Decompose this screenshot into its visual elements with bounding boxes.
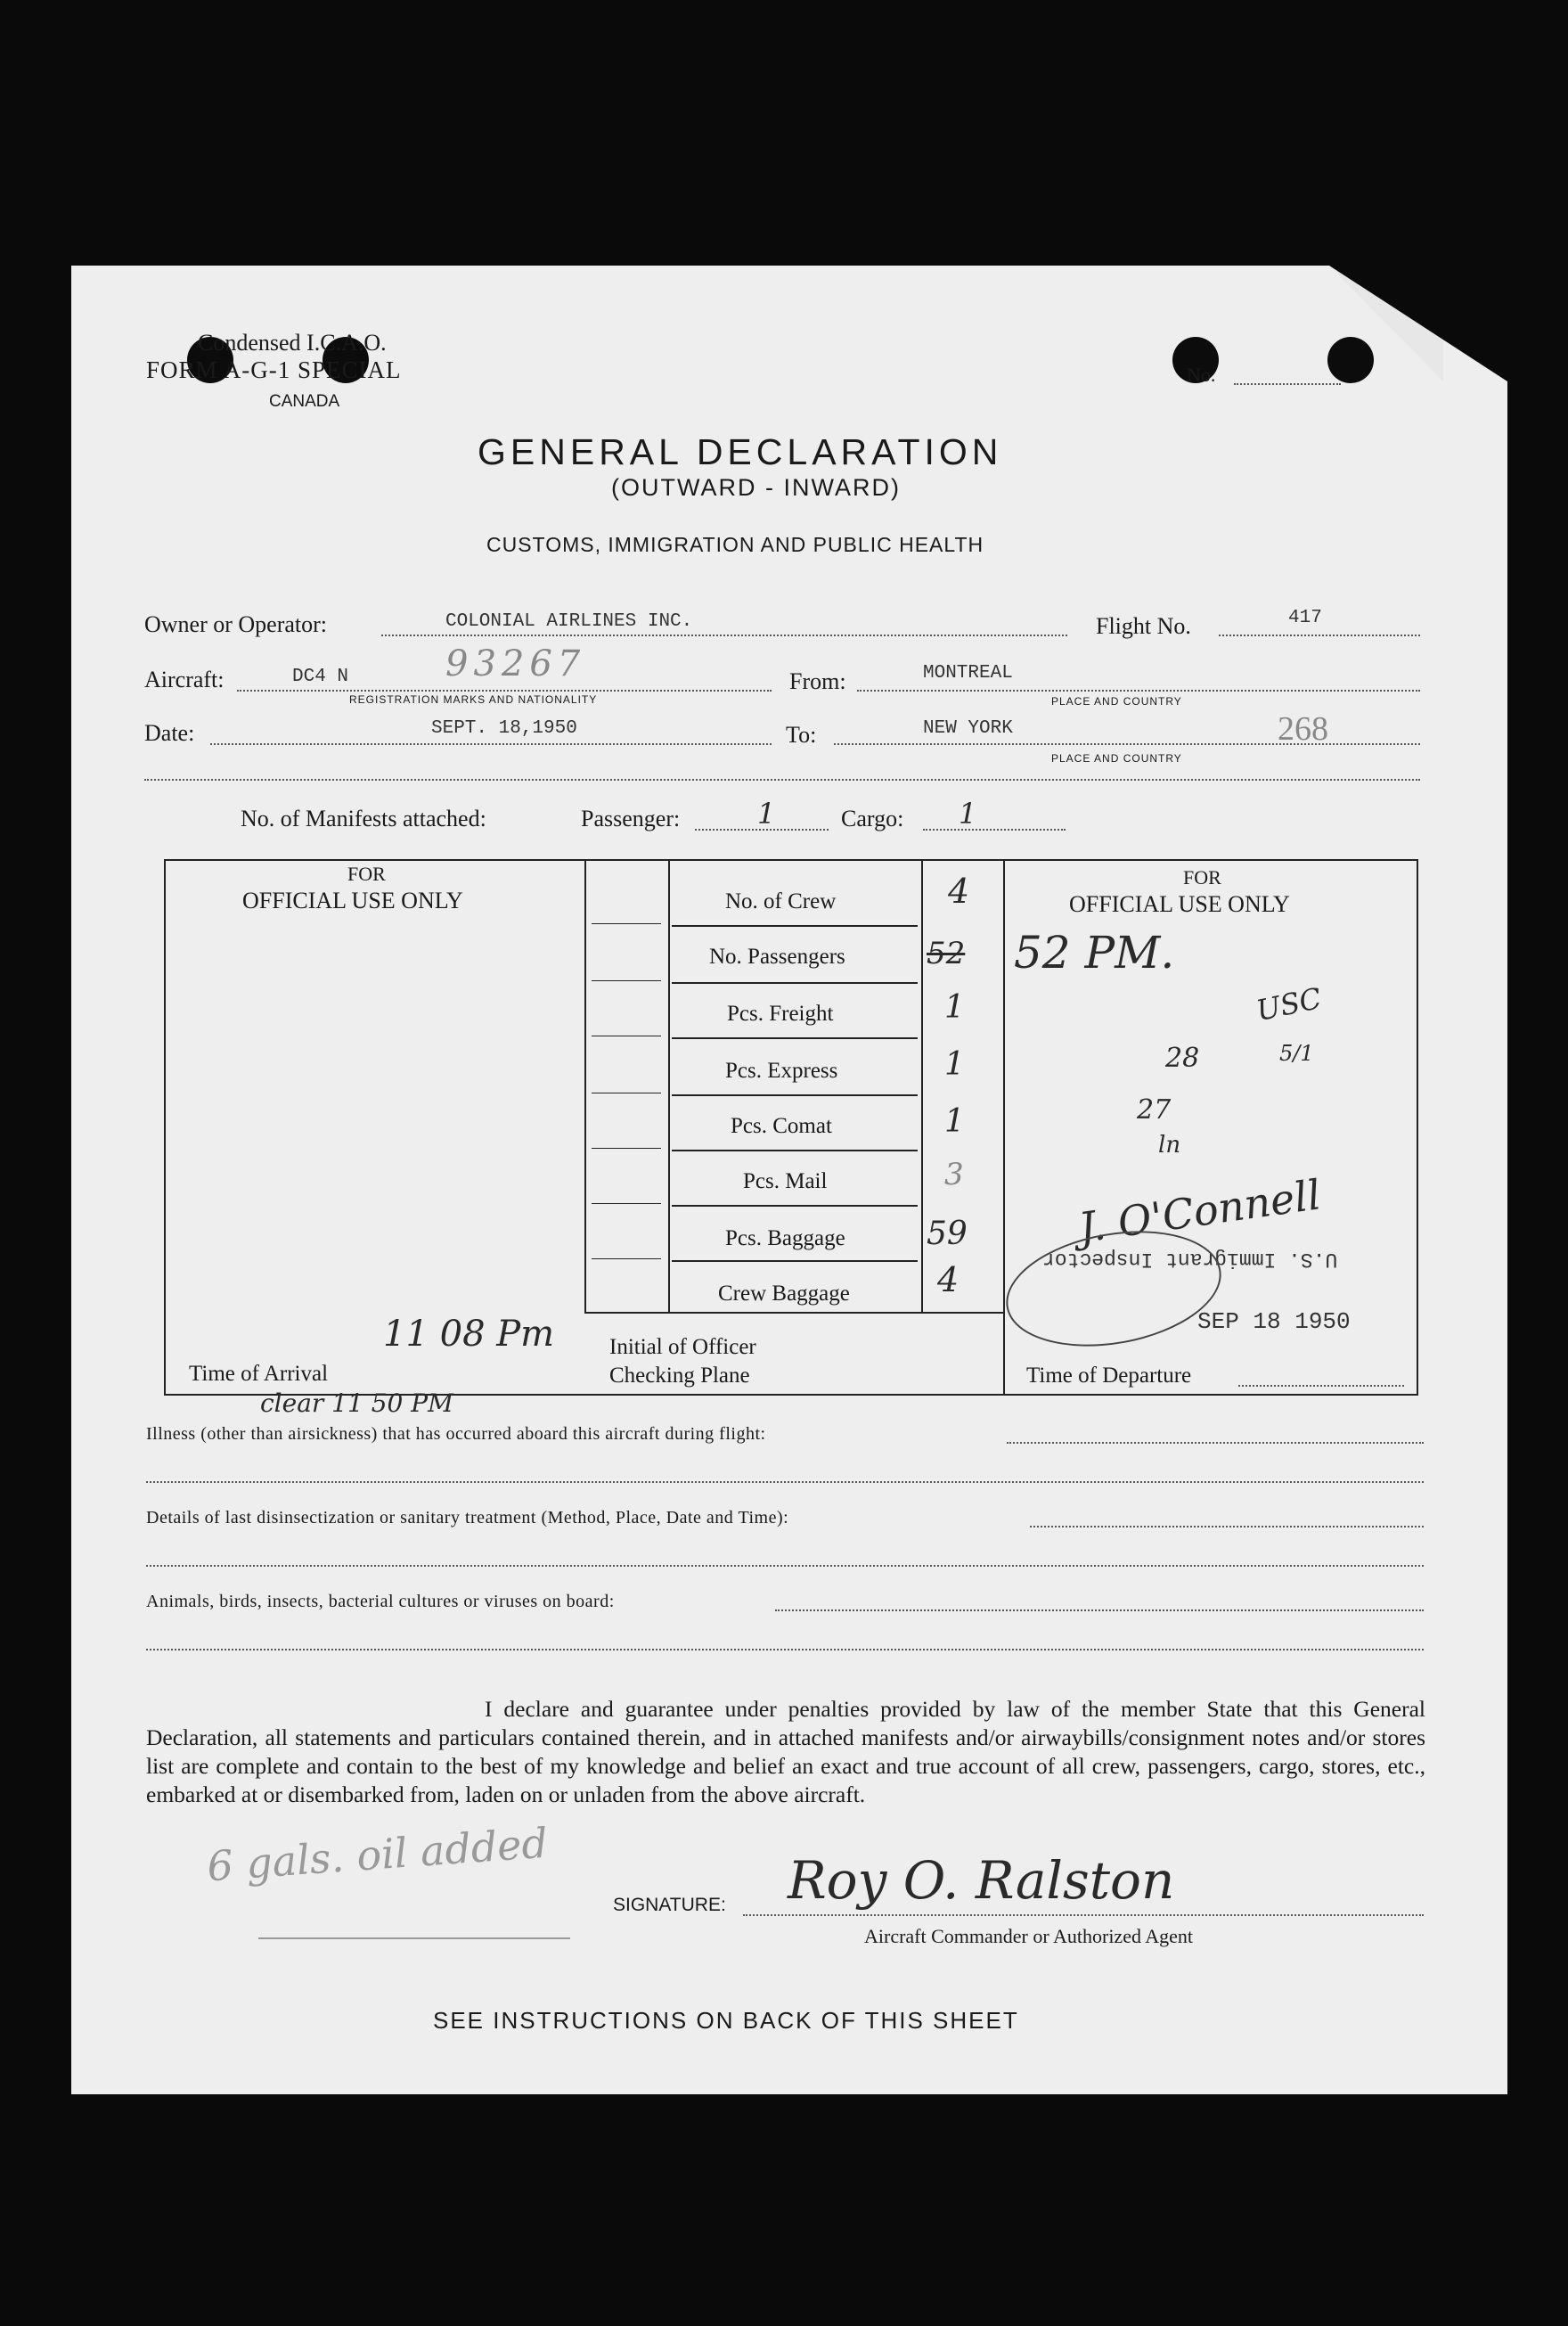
place-caption-from: PLACE AND COUNTRY [1051,695,1182,708]
punch-hole [1327,337,1374,383]
arrival-time: 11 08 Pm [383,1314,555,1355]
flight-value: 417 [1288,608,1322,628]
handwritten-note: 5/1 [1279,1041,1314,1066]
owner-field[interactable] [381,635,1067,636]
animals-field[interactable] [775,1609,1424,1611]
handwritten-passengers: 52 PM. [1014,927,1175,979]
flight-field[interactable] [1219,635,1420,636]
disinsect-question: Details of last disinsectization or sanitary treatment (Method, Place, Date and Time): [146,1508,789,1527]
place-caption-to: PLACE AND COUNTRY [1051,752,1182,765]
row-separator [672,982,918,984]
row-label: Pcs. Mail [743,1169,828,1193]
signature-field[interactable] [743,1914,1424,1916]
disinsect-field[interactable] [1030,1526,1424,1527]
form-title: GENERAL DECLARATION [478,431,1003,472]
registration-caption: REGISTRATION MARKS AND NATIONALITY [349,693,598,706]
handwritten-note: USC [1253,980,1325,1028]
illness-field-2[interactable] [146,1481,1424,1483]
stamp-date: SEP 18 1950 [1197,1308,1351,1335]
row-value: 3 [944,1157,964,1192]
row-separator [672,1205,918,1207]
from-label: From: [789,668,846,694]
initial-label-1: Initial of Officer [609,1335,756,1359]
row-separator [592,923,661,924]
for-label-right: FOR [1183,866,1221,889]
row-label: Pcs. Baggage [725,1226,845,1250]
signature-label: SIGNATURE: [613,1895,726,1915]
handwritten-note: 28 [1165,1043,1200,1074]
to-label: To: [786,722,817,748]
aircraft-label: Aircraft: [144,667,225,692]
form-label: FORM A-G-1 SPECIAL [146,356,402,383]
row-separator [592,1203,661,1204]
departure-field[interactable] [1238,1385,1404,1387]
aircraft-handwritten: 93267 [445,643,586,684]
animals-field-2[interactable] [146,1649,1424,1650]
condensed-label: Condensed I.C.A.O. [198,330,387,356]
box-divider [1003,859,1005,1394]
country-label: CANADA [269,392,340,411]
from-value: MONTREAL [923,663,1013,684]
pencil-underline [258,1937,570,1939]
aircraft-value: DC4 N [292,667,349,687]
row-label: Crew Baggage [718,1282,850,1306]
cargo-value: 1 [959,797,977,831]
to-field[interactable] [834,743,1420,745]
no-field[interactable] [1234,383,1341,385]
passenger-label: Passenger: [581,806,681,831]
row-value: 1 [944,1046,965,1083]
initial-label-2: Checking Plane [609,1364,750,1388]
date-value: SEPT. 18,1950 [431,718,577,739]
box-divider [584,1312,1005,1314]
row-separator [592,1258,661,1259]
row-separator [672,925,918,927]
row-value: 1 [944,989,965,1026]
manifests-label: No. of Manifests attached: [241,806,486,831]
handwritten-note: 27 [1137,1094,1172,1126]
form-subtitle: (OUTWARD - INWARD) [611,474,901,501]
box-divider [584,859,586,1314]
row-label: Pcs. Express [725,1059,838,1083]
cargo-field[interactable] [923,829,1066,831]
row-separator [592,1148,661,1149]
official-use-right: OFFICIAL USE ONLY [1069,891,1290,917]
owner-value: COLONIAL AIRLINES INC. [445,611,693,632]
declaration-text: I declare and guarantee under penalties provided by law of the member State that this General Declaration, all statements and particulars contained therein, and in attached manifests and/or airwaybills/consignment notes and/or stores list are complete and contain to the best of my knowledge and belief an exact and true account of all crew, passengers, cargo, stores, etc., embarked at or disembarked from, laden on or unladen from the above aircraft. [146,1696,1425,1807]
row-label: No. of Crew [725,889,837,913]
row-value: 59 [927,1216,968,1252]
owner-label: Owner or Operator: [144,611,328,637]
disinsect-field-2[interactable] [146,1565,1424,1567]
page-number: 268 [1278,710,1328,748]
row-separator [672,1094,918,1096]
departure-label: Time of Departure [1026,1364,1192,1388]
handwritten-note: ln [1158,1132,1181,1159]
cargo-label: Cargo: [841,806,904,831]
row-separator [592,980,661,981]
for-label-left: FOR [347,863,386,885]
row-value: 4 [948,872,970,911]
row-separator [672,1037,918,1039]
row-label: No. Passengers [709,945,845,969]
official-use-left: OFFICIAL USE ONLY [242,888,463,913]
box-divider [668,859,670,1314]
arrival-label: Time of Arrival [189,1362,329,1386]
row-label: Pcs. Freight [727,1002,834,1026]
separator-line [144,779,1420,781]
box-divider [921,859,923,1314]
passenger-value: 1 [757,797,776,831]
to-value: NEW YORK [923,718,1013,739]
animals-question: Animals, birds, insects, bacterial cultures or viruses on board: [146,1592,615,1611]
clearance-note: clear 11 50 PM [260,1388,453,1418]
row-value: 52 [927,936,966,971]
from-field[interactable] [857,690,1420,692]
illness-question: Illness (other than airsickness) that has occurred aboard this aircraft during flight: [146,1424,766,1444]
footer-instructions: SEE INSTRUCTIONS ON BACK OF THIS SHEET [433,2007,1019,2034]
row-separator [672,1150,918,1151]
signature-caption: Aircraft Commander or Authorized Agent [864,1925,1194,1947]
illness-field[interactable] [1007,1442,1424,1444]
commander-signature: Roy O. Ralston [788,1850,1175,1911]
date-label: Date: [144,720,195,746]
no-label: No. [1187,364,1216,386]
pencil-note: 6 gals. oil added [205,1818,550,1891]
form-scope: CUSTOMS, IMMIGRATION AND PUBLIC HEALTH [486,533,984,556]
row-label: Pcs. Comat [731,1114,832,1138]
inspector-signature: J. O'Connell [1075,1170,1324,1252]
inspector-stamp: U.S. Immigrant Inspector [1042,1248,1338,1271]
flight-label: Flight No. [1096,613,1191,639]
aircraft-field[interactable] [237,690,772,692]
date-field[interactable] [210,743,772,745]
row-value: 4 [937,1260,960,1299]
row-separator [672,1260,918,1262]
row-value: 1 [944,1103,965,1140]
